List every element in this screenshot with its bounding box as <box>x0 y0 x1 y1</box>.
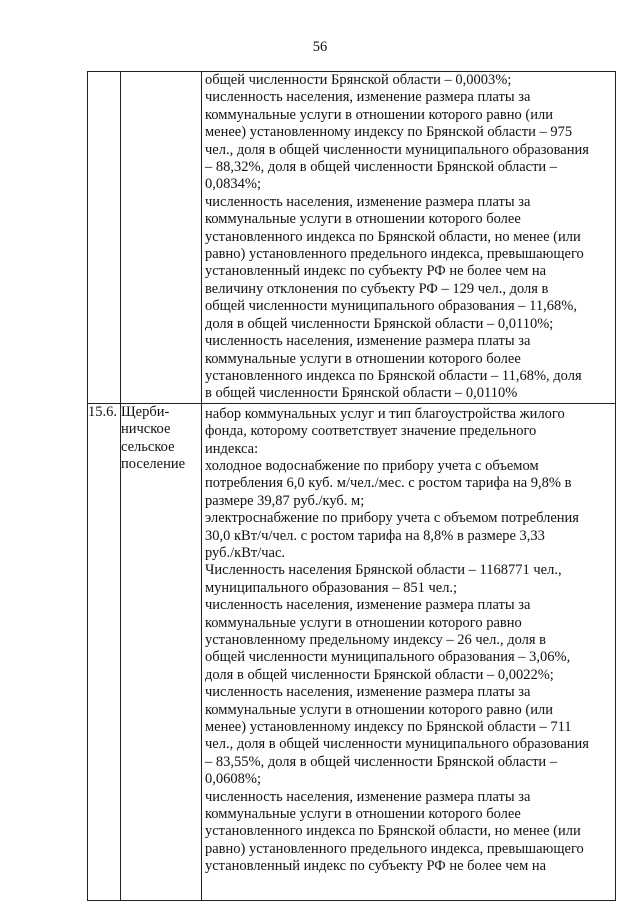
name-line: Щерби- <box>121 403 170 420</box>
text-line: общей численности муниципального образования – 3,06%, <box>205 649 571 666</box>
text-line: коммунальные услуги в отношении которого равно <box>205 614 522 631</box>
text-line: чел., доля в общей численности муниципального образования <box>205 141 589 158</box>
text-line: менее) установленному индексу по Брянской области – 711 <box>205 719 572 736</box>
text-line: коммунальные услуги в отношении которого более <box>205 350 521 367</box>
text-line: численность населения, изменение размера платы за <box>205 193 531 210</box>
text-line: коммунальные услуги в отношении которого равно (или <box>205 701 553 718</box>
text-line: руб./кВт/час. <box>205 544 286 561</box>
text-line: 30,0 кВт/ч/чел. с ростом тарифа на 8,8% в размере 3,33 <box>205 527 545 544</box>
text-line: численность населения, изменение размера платы за <box>205 684 531 701</box>
row-number-cell <box>88 72 121 404</box>
text-line: общей численности муниципального образования – 11,68%, <box>205 298 577 315</box>
text-line: равно) установленного предельного индекса, превышающего <box>205 840 584 857</box>
text-line: общей численности Брянской области – 0,0003%; <box>205 72 512 88</box>
name-line: поселение <box>121 455 186 472</box>
text-line: доля в общей численности Брянской области – 0,0022%; <box>205 666 554 683</box>
municipality-name-cell <box>121 72 202 404</box>
text-line: доля в общей численности Брянской области – 0,0110%; <box>205 315 554 332</box>
row-number-cell: 15.6. <box>88 403 121 900</box>
text-line: – 83,55%, доля в общей численности Брянской области – <box>205 753 558 770</box>
municipality-name-cell <box>121 403 202 900</box>
text-line: коммунальные услуги в отношении которого более <box>205 806 521 823</box>
text-line: равно) установленного предельного индекса, превышающего <box>205 246 584 263</box>
text-line: установленный индекс по субъекту РФ не более чем на <box>205 858 547 875</box>
text-line: численность населения, изменение размера платы за <box>205 333 531 350</box>
table-row <box>88 72 616 404</box>
text-line: установленного индекса по Брянской области, но менее (или <box>205 823 581 840</box>
name-line: ничское <box>121 421 171 438</box>
text-line: фонда, которому соответствует значение предельного <box>205 423 537 440</box>
text-line: в общей численности Брянской области – 0,0110% <box>205 385 518 402</box>
text-line: установленному предельному индексу – 26 чел., доля в <box>205 632 547 648</box>
text-line: потребления 6,0 куб. м/чел./мес. с ростом тарифа на 9,8% в <box>205 475 572 492</box>
table-row <box>88 403 616 900</box>
text-line: чел., доля в общей численности муниципального образования <box>205 736 589 753</box>
description-cell <box>202 403 616 900</box>
text-line: муниципального образования – 851 чел.; <box>205 579 458 596</box>
text-line: 0,0834%; <box>205 176 261 193</box>
text-line: электроснабжение по прибору учета с объемом потребления <box>205 510 579 527</box>
text-line: коммунальные услуги в отношении которого равно (или <box>205 106 553 123</box>
text-line: установленного индекса по Брянской области, но менее (или <box>205 228 581 245</box>
text-line: размере 39,87 руб./куб. м; <box>205 492 365 509</box>
text-line: установленный индекс по субъекту РФ не более чем на <box>205 263 547 280</box>
page-number: 56 <box>312 39 328 55</box>
text-line: установленного индекса по Брянской области – 11,68%, доля <box>205 367 582 384</box>
name-line: сельское <box>121 438 175 455</box>
text-line: – 88,32%, доля в общей численности Брянской области – <box>205 159 558 176</box>
text-line: величину отклонения по субъекту РФ – 129 чел., доля в <box>205 280 549 297</box>
text-line: численность населения, изменение размера платы за <box>205 597 531 614</box>
text-line: Численность населения Брянской области – 1168771 чел., <box>205 562 562 579</box>
text-line: коммунальные услуги в отношении которого более <box>205 211 521 228</box>
text-line: численность населения, изменение размера платы за <box>205 89 531 106</box>
text-line: численность населения, изменение размера платы за <box>205 788 531 805</box>
text-line: холодное водоснабжение по прибору учета с объемом <box>205 457 539 474</box>
description-cell <box>202 72 616 404</box>
text-line: менее) установленному индексу по Брянской области – 975 <box>205 124 573 141</box>
document-table <box>87 71 616 901</box>
text-line: набор коммунальных услуг и тип благоустройства жилого <box>205 405 565 422</box>
text-line: индекса: <box>205 440 259 457</box>
text-line: 0,0608%; <box>205 771 261 788</box>
